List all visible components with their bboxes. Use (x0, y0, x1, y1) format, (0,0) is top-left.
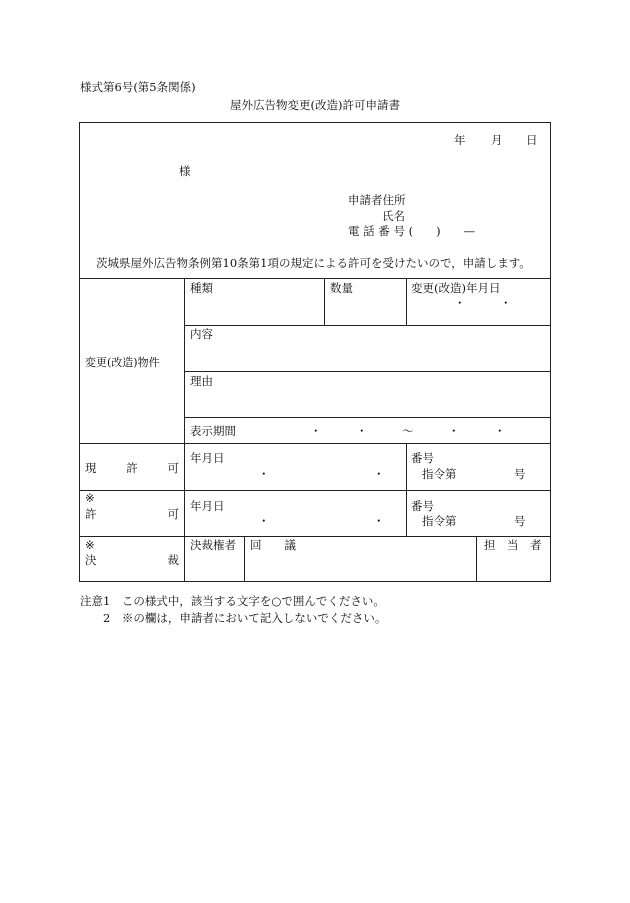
form-title: 屋外広告物変更(改造)許可申請書 (230, 98, 400, 112)
permit-date-label: 年月日 (190, 499, 225, 513)
change-date-label: 変更(改造)年月日 (411, 281, 501, 295)
permit-date-dots: ・ ・ (258, 514, 385, 528)
current-permit-designation: 指令第 号 (422, 467, 526, 481)
change-date-dots: ・ ・ (454, 296, 512, 310)
date-day-label: 日 (526, 133, 538, 147)
decision-label: 決 裁 (85, 553, 179, 567)
permit-number-label: 番号 (411, 499, 434, 513)
permit-label: 許 可 (85, 507, 179, 521)
display-period-value: ・ ・ 〜 ・ ・ (310, 424, 506, 438)
reason-label: 理由 (190, 374, 213, 388)
applicant-address-label: 申請者住所 (348, 193, 406, 207)
date-year-label: 年 (454, 133, 466, 147)
note-2: 2 ※の欄は，申請者において記入しないでください。 (103, 611, 387, 625)
divider-permit (80, 536, 550, 537)
permit-designation: 指令第 号 (422, 514, 526, 528)
date-month-label: 月 (491, 133, 503, 147)
divider-label-column (184, 278, 185, 581)
divider-reason-row (184, 417, 550, 418)
current-permit-date-label: 年月日 (190, 451, 225, 465)
divider-quantity-column (324, 278, 325, 325)
quantity-label: 数量 (330, 281, 353, 295)
divider-kind-row (184, 325, 550, 326)
object-label: 変更(改造)物件 (85, 356, 160, 369)
divider-current-permit (80, 490, 550, 491)
application-form-table (79, 122, 551, 582)
divider-authority-column (244, 536, 245, 581)
permit-office-mark: ※ (85, 491, 95, 505)
circulation-label: 回 議 (250, 538, 296, 552)
divider-content-row (184, 371, 550, 372)
declaration-text: 茨城県屋外広告物条例第10条第1項の規定による許可を受けたいので，申請します。 (96, 256, 531, 270)
divider-charge-column (476, 536, 477, 581)
divider-number-column (406, 443, 407, 536)
display-period-label: 表示期間 (190, 424, 236, 438)
divider-object-section (80, 443, 550, 444)
authority-label: 決裁権者 (190, 538, 236, 552)
form-number: 様式第6号(第5条関係) (80, 80, 196, 94)
current-permit-number-label: 番号 (411, 451, 434, 465)
divider-top-section (80, 278, 550, 279)
current-permit-label: 現 許 可 (85, 461, 179, 475)
phone-label: 電 話 番 号 ( ) — (348, 224, 476, 238)
note-1: 注意1 この様式中，該当する文字を○で囲んでください。 (80, 594, 385, 608)
kind-label: 種類 (190, 281, 213, 295)
person-in-charge-label: 担 当 者 (484, 538, 542, 552)
decision-office-mark: ※ (85, 538, 95, 552)
divider-date-column (406, 278, 407, 325)
current-permit-date-dots: ・ ・ (258, 467, 385, 481)
content-label: 内容 (190, 327, 213, 341)
addressee-suffix: 様 (179, 164, 191, 178)
applicant-name-label: 氏名 (382, 209, 405, 223)
